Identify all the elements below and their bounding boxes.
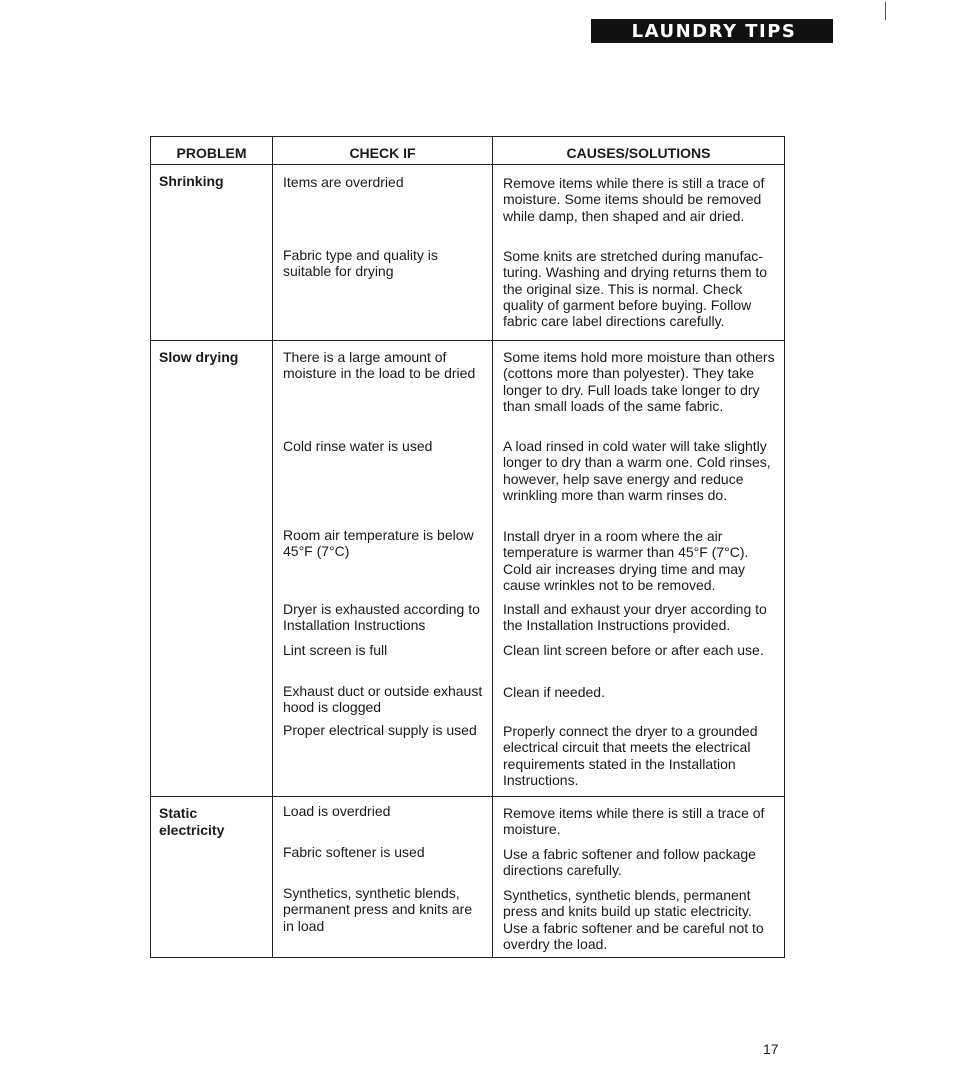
table-section-slow-drying — [151, 341, 785, 797]
table-header-row — [151, 137, 785, 165]
check-item: Exhaust duct or outside exhaust hood is clogged — [283, 683, 483, 716]
solution-item: Synthetics, synthetic blends, permanent press and knits build up static electricity. Use a fabric softener and be careful not to overdry the load. — [503, 887, 764, 952]
problem-label: Static electricity — [151, 797, 273, 958]
check-item: Fabric type and quality is suitable for drying — [283, 247, 438, 280]
page-number: 17 — [763, 1041, 779, 1057]
check-item: Room air temperature is below 45°F (7°C) — [283, 527, 474, 560]
solution-item: A load rinsed in cold water will take slightly longer to dry than a warm one. Cold rinses, however, help save energy and reduce wrinkling more than warm rinses do. — [503, 438, 771, 503]
table-section-shrinking — [151, 165, 785, 341]
check-item: Synthetics, synthetic blends, permanent press and knits are in load — [283, 885, 473, 934]
column-header-problem: PROBLEM — [151, 137, 273, 165]
solution-item: Clean if needed. — [503, 684, 605, 700]
solution-item: Remove items while there is still a trace of moisture. — [503, 805, 765, 838]
check-item: Proper electrical supply is used — [283, 722, 477, 738]
solution-item: Install dryer in a room where the air temperature is warmer than 45°F (7°C). Cold air increases drying time and may cause wrinkles not to be removed. — [503, 528, 749, 593]
check-item: Fabric softener is used — [283, 844, 425, 860]
solution-item: Clean lint screen before or after each use. — [503, 642, 764, 658]
solution-item: Some knits are stretched during manufac-turing. Washing and drying returns them to the original size. This is normal. Check quality of garment before buying. Follow fabric care label directions carefully. — [503, 248, 768, 330]
solution-item: Use a fabric softener and follow package directions carefully. — [503, 846, 756, 879]
check-item: Cold rinse water is used — [283, 438, 433, 454]
solution-item: Properly connect the dryer to a grounded electrical circuit that meets the electrical requirements stated in the Installation Instructions. — [503, 723, 758, 788]
problem-label: Slow drying — [151, 341, 273, 797]
troubleshooting-table — [150, 136, 784, 958]
problem-label: Shrinking — [151, 165, 273, 341]
check-item: Items are overdried — [283, 174, 404, 190]
check-item: There is a large amount of moisture in the load to be dried — [283, 349, 476, 382]
section-title: LAUNDRY TIPS — [631, 20, 797, 42]
solution-item: Remove items while there is still a trace of moisture. Some items should be removed while damp, then shaped and air dried. — [503, 175, 765, 224]
check-item: Load is overdried — [283, 803, 391, 819]
solution-item: Some items hold more moisture than others (cottons more than polyester). They take longer to dry. Full loads take longer to dry than small loads of the same fabric. — [503, 349, 775, 414]
page-edge-mark — [885, 2, 886, 20]
section-title-banner — [591, 19, 833, 43]
check-item: Lint screen is full — [283, 642, 388, 658]
table-section-static-electricity — [151, 797, 785, 958]
column-header-causes-solutions: CAUSES/SOLUTIONS — [493, 137, 785, 165]
column-header-check-if: CHECK IF — [273, 137, 493, 165]
check-item: Dryer is exhausted according to Installation Instructions — [283, 601, 480, 634]
solution-item: Install and exhaust your dryer according to the Installation Instructions provided. — [503, 601, 767, 634]
